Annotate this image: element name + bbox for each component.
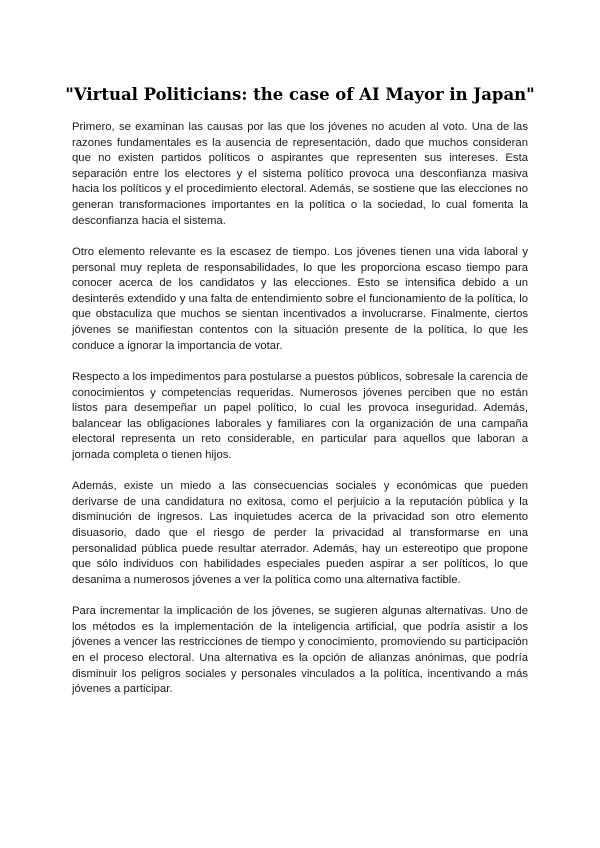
paragraph-candidacy-obstacles: Respecto a los impedimentos para postularse a puestos públicos, sobresale la carencia de conocimientos y competencias requeridas. Numerosos jóvenes perciben que no están listos para desempeñar un papel político, lo cual les provoca inseguridad. Además, balancear las obligaciones laborales y familiares con la organización de una campaña electoral representa un reto considerable, en particular para aquellos que laboran a jornada completa o tienen hijos. — [72, 370, 528, 461]
paragraph-proposed-alternatives: Para incrementar la implicación de los jóvenes, se sugieren algunas alternativas. Uno de los métodos es la implementación de la inteligencia artificial, que podría asistir a los jóvenes a vencer las restricciones de tiempo y conocimiento, promoviendo su participación en el proceso electoral. Una alternativa es la opción de alianzas anónimas, que podría disminuir los peligros sociales y personales vinculados a la política, incentivando a más jóvenes a participar. — [72, 605, 528, 696]
document-body — [72, 120, 528, 714]
paragraph-lack-of-time: Otro elemento relevante es la escasez de tiempo. Los jóvenes tienen una vida laboral y personal muy repleta de responsabilidades, lo que les proporciona escaso tiempo para conocer acerca de los candidatos y las elecciones. Esto se intensifica debido a un desinterés extendido y una falta de entendimiento sobre el funcionamiento de la política, lo que obstaculiza que muchos se sientan incentivados a involucrarse. Finalmente, ciertos jóvenes se manifiestan contentos con la situación presente de la política, lo que les conduce a ignorar la importancia de votar. — [72, 245, 528, 352]
paragraph-youth-abstention-causes: Primero, se examinan las causas por las que los jóvenes no acuden al voto. Una de las razones fundamentales es la ausencia de representación, dado que muchos consideran que no existen partidos políticos o aspirantes que representen sus intereses. Esta separación entre los electores y el sistema político provoca una desconfianza masiva hacia los políticos y el procedimiento electoral. Además, se sostiene que las elecciones no generan transformaciones importantes en la política o la sociedad, lo cual fomenta la desconfianza hacia el sistema. — [72, 121, 528, 227]
document-title: "Virtual Politicians: the case of AI Mayor in Japan" — [65, 85, 535, 104]
paragraph-social-economic-fears: Además, existe un miedo a las consecuencias sociales y económicas que pueden derivarse de una candidatura no exitosa, como el perjuicio a la reputación pública y la disminución de ingresos. Las inquietudes acerca de la privacidad son otro elemento disuasorio, dado que el riesgo de perder la privacidad al transformarse en una personalidad pública puede resultar aterrador. Además, hay un estereotipo que propone que sólo individuos con habilidades especiales pueden aspirar a ser políticos, lo que desanima a numerosos jóvenes a ver la política como una alternativa factible. — [72, 480, 528, 586]
